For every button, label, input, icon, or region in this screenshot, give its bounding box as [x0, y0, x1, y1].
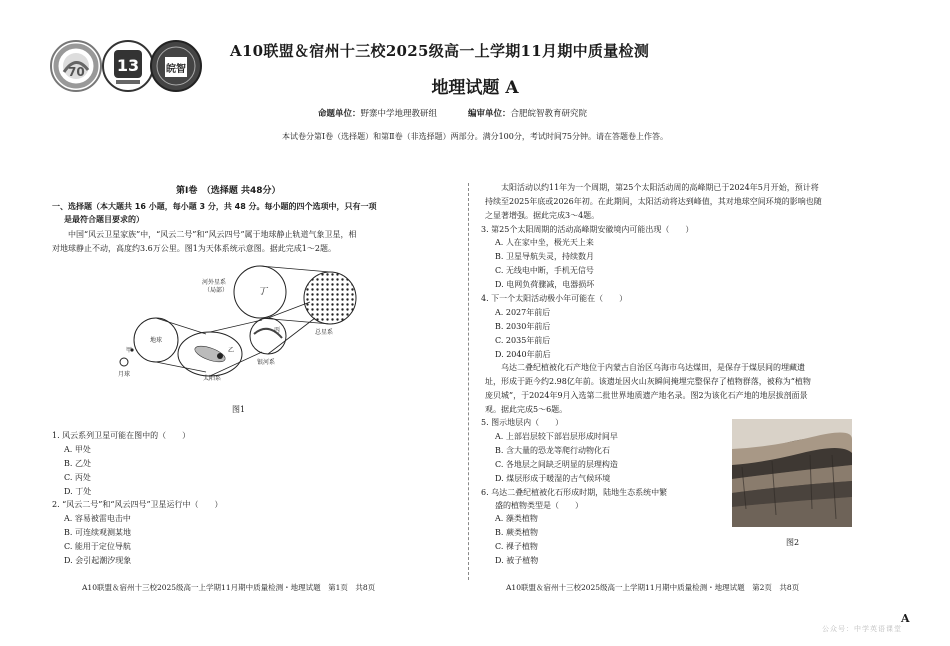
logo3-text: 皖智	[166, 64, 186, 75]
question-6-options	[495, 512, 538, 568]
passage-2-line-1: 太阳活动以约11年为一个周期，第25个太阳活动周的高峰期已于2024年5月开始，预计将	[501, 183, 819, 192]
zongxingxi-circle	[304, 272, 356, 324]
figure-1-caption: 图1	[232, 405, 246, 414]
question-5-stem: 5. 图示地层内（ ）	[481, 418, 564, 427]
question-1-option-d[interactable]: D. 丁处	[64, 487, 92, 496]
question-4-option-a[interactable]: A. 2027年前后	[495, 308, 551, 317]
question-5-option-d[interactable]: D. 煤层形成于暖湿的古气候环境	[495, 474, 611, 483]
exam-instructions-note: 本试卷分第Ⅰ卷（选择题）和第Ⅱ卷（非选择题）两部分。满分100分，考试时间75分钟。请在答题卷上作答。	[281, 132, 669, 141]
reviewer-line	[468, 107, 587, 119]
question-2-options	[64, 512, 131, 568]
question-5-options	[495, 430, 618, 486]
question-2-option-a[interactable]: A. 容易被雷电击中	[64, 514, 131, 523]
reviewer-name: 合肥皖智教育研究院	[510, 109, 588, 119]
reviewer-label: 编审单位：	[468, 109, 511, 119]
watermark: 公众号：中学英语课堂	[822, 625, 902, 633]
question-6-option-b[interactable]: B. 蕨类植物	[495, 528, 538, 537]
svg-text:70: 70	[68, 65, 85, 79]
label-yueqiu: 月球	[118, 371, 131, 378]
question-4-option-d[interactable]: D. 2040年前后	[495, 350, 551, 359]
passage-2-line-2: 持续至2025年底或2026年初。在此期间，太阳活动将达到峰值，其对地球空间环境的影响也随	[485, 197, 822, 206]
question-4-stem: 4. 下一个太阳活动极小年可能在（ ）	[481, 294, 628, 303]
label-bing: 丙	[274, 327, 281, 334]
footer-page-1: A10联盟＆宿州十三校2025级高一上学期11月期中质量检测・地理试题 第1页 共8页	[82, 583, 376, 592]
figure-2-caption: 图2	[786, 538, 800, 547]
footer-page-2: A10联盟＆宿州十三校2025级高一上学期11月期中质量检测・地理试题 第2页 共8页	[506, 583, 800, 592]
passage-3-line-2: 址，形成于距今约2.98亿年前。该遗址因火山灰瞬间掩埋完整保存了植物群落，被称为“植物	[485, 377, 811, 386]
question-2-option-b[interactable]: B. 可连续观测某地	[64, 528, 131, 537]
label-ding: 丁	[258, 287, 268, 297]
question-3-options	[495, 236, 594, 292]
instruction-line-2: 是最符合题目要求的）	[64, 215, 144, 224]
question-6-option-d[interactable]: D. 被子植物	[495, 556, 539, 565]
question-4-options	[495, 306, 551, 362]
question-3-option-a[interactable]: A. 人在家中坐，极光天上来	[495, 238, 594, 247]
passage-1-line-1: 中国“风云卫星家族”中，“风云二号”和“风云四号”属于地球静止轨道气象卫星，相	[68, 230, 357, 239]
exam-title: A10联盟＆宿州十三校2025级高一上学期11月期中质量检测	[230, 42, 650, 60]
passage-3-line-4: 观。据此完成5～6题。	[485, 405, 568, 414]
proposer-name: 野寨中学地理教研组	[360, 109, 438, 119]
figure-2-strata-photo	[732, 419, 852, 527]
passage-3-line-3: 庞贝城”，于2024年9月入选第二批世界地质遗产地名录。图2为该化石产地的地层拔剖面景	[485, 391, 808, 400]
question-3-option-d[interactable]: D. 电网负荷骤减，电器损坏	[495, 280, 595, 289]
proposer-line	[318, 107, 437, 119]
question-4-option-c[interactable]: C. 2035年前后	[495, 336, 551, 345]
question-2-stem: 2. “风云二号”和“风云四号”卫星运行中（ ）	[52, 500, 223, 509]
label-jia: 甲	[126, 347, 133, 354]
question-3-option-c[interactable]: C. 无线电中断，手机无信号	[495, 266, 594, 275]
paper-version-mark: A	[901, 612, 910, 625]
question-1-option-c[interactable]: C. 丙处	[64, 473, 91, 482]
question-6-option-a[interactable]: A. 藻类植物	[495, 514, 538, 523]
question-6-stem-line-1: 6. 乌达二叠纪植被化石形成时期，陆地生态系统中繁	[481, 488, 668, 497]
label-hewai: 河外星系	[202, 279, 227, 286]
question-6-option-c[interactable]: C. 裸子植物	[495, 542, 538, 551]
label-hewai-2: （局部）	[204, 287, 229, 294]
question-3-option-b[interactable]: B. 卫星导航失灵，持续数月	[495, 252, 594, 261]
passage-2-line-3: 之显著增强。据此完成3～4题。	[485, 211, 600, 220]
label-zongxingxi: 总星系	[315, 329, 334, 336]
yueqiu-circle	[120, 358, 128, 366]
section-title: 第Ⅰ卷 （选择题 共48分）	[176, 186, 281, 196]
question-1-option-b[interactable]: B. 乙处	[64, 459, 91, 468]
question-5-option-b[interactable]: B. 含大量的恐龙等爬行动物化石	[495, 446, 610, 455]
question-2-option-c[interactable]: C. 能用于定位导航	[64, 542, 131, 551]
logo2-text: 13	[116, 56, 140, 75]
question-6-stem-line-2: 盛的植物类型是（ ）	[495, 501, 583, 510]
figure-1-celestial-systems	[110, 262, 380, 384]
passage-1-line-2: 对地球静止不动，高度约3.6万公里。图1为天体系统示意图。据此完成1～2题。	[52, 244, 336, 253]
question-5-option-a[interactable]: A. 上部岩层较下部岩层形成时间早	[495, 432, 618, 441]
label-yinhexi: 银河系	[257, 359, 276, 366]
exam-subtitle: 地理试题 A	[431, 78, 519, 98]
proposer-label: 命题单位：	[318, 109, 361, 119]
question-1-option-a[interactable]: A. 甲处	[64, 445, 91, 454]
instruction-line-1: 一、选择题（本大题共 16 小题，每小题 3 分，共 48 分。每小题的四个选项中，只有一项	[52, 202, 377, 211]
question-3-stem: 3. 第25个太阳周期的活动高峰期安徽境内可能出现（ ）	[481, 225, 694, 234]
label-taiyangxi: 太阳系	[203, 375, 222, 382]
question-1-stem: 1. 风云系列卫星可能在图中的（ ）	[52, 431, 191, 440]
question-4-option-b[interactable]: B. 2030年前后	[495, 322, 551, 331]
label-diqiu: 地球	[150, 337, 163, 344]
passage-3-line-1: 乌达二叠纪植被化石产地位于内蒙古自治区乌海市乌达煤田，是保存于煤层间的埋藏遗	[501, 363, 805, 372]
label-yi: 乙	[228, 347, 235, 354]
question-5-option-c[interactable]: C. 各地层之间缺乏明显的层理构造	[495, 460, 618, 469]
question-2-option-d[interactable]: D. 会引起潮汐现象	[64, 556, 132, 565]
question-1-options	[64, 443, 91, 499]
